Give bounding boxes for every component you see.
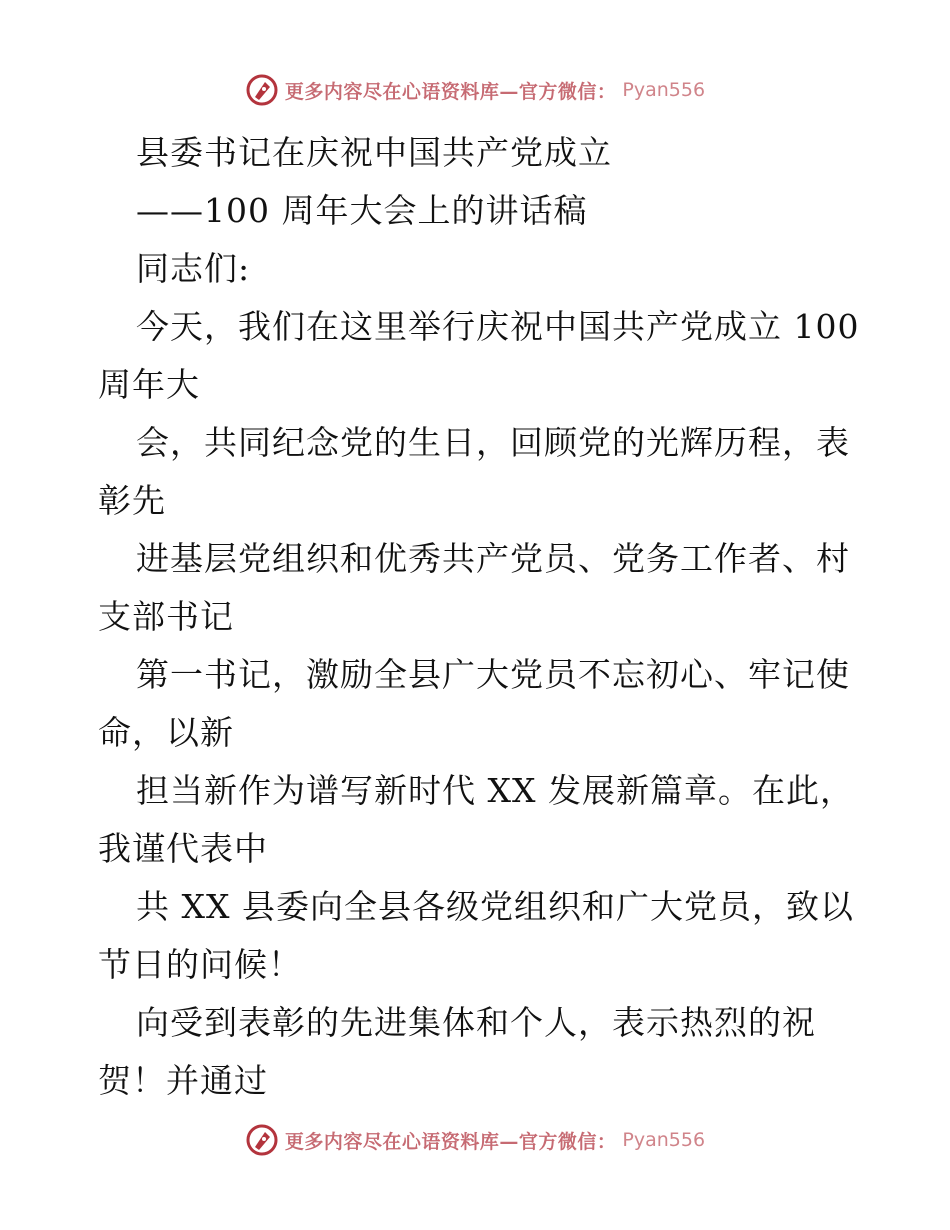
doc-line: 第一书记，激励全县广大党员不忘初心、牢记使	[136, 655, 850, 694]
doc-salutation: 同志们:	[136, 249, 251, 288]
footer-watermark	[0, 1120, 950, 1160]
doc-line: 我谨代表中	[98, 829, 268, 868]
doc-line: 今天，我们在这里举行庆祝中国共产党成立 100	[136, 307, 860, 346]
doc-line: 节日的问候！	[98, 945, 302, 984]
doc-line: 向受到表彰的先进集体和个人，表示热烈的祝	[136, 1003, 816, 1042]
doc-line: 贺！并通过	[98, 1061, 268, 1100]
pen-nib-logo-icon	[245, 73, 279, 107]
watermark-text: 更多内容尽在心语资料库—官方微信：	[284, 1130, 617, 1153]
doc-line: 命，以新	[98, 713, 234, 752]
document-body	[98, 124, 858, 1110]
doc-line: 进基层党组织和优秀共产党员、党务工作者、村	[136, 539, 850, 578]
doc-line: 担当新作为谱写新时代 XX 发展新篇章。在此，	[136, 771, 854, 810]
doc-title: 县委书记在庆祝中国共产党成立	[136, 133, 612, 172]
pen-nib-logo-icon	[245, 1123, 279, 1157]
doc-subtitle: ——100 周年大会上的讲话稿	[136, 191, 588, 230]
doc-line: 周年大	[98, 365, 200, 404]
header-watermark	[0, 70, 950, 110]
watermark-text: 更多内容尽在心语资料库—官方微信：	[284, 80, 617, 103]
doc-line: 彰先	[98, 481, 166, 520]
watermark-account: Pyan556	[622, 1129, 706, 1151]
doc-line: 支部书记	[98, 597, 234, 636]
doc-line: 会，共同纪念党的生日，回顾党的光辉历程，表	[136, 423, 850, 462]
doc-line: 共 XX 县委向全县各级党组织和广大党员，致以	[136, 887, 854, 926]
watermark-account: Pyan556	[622, 79, 706, 101]
